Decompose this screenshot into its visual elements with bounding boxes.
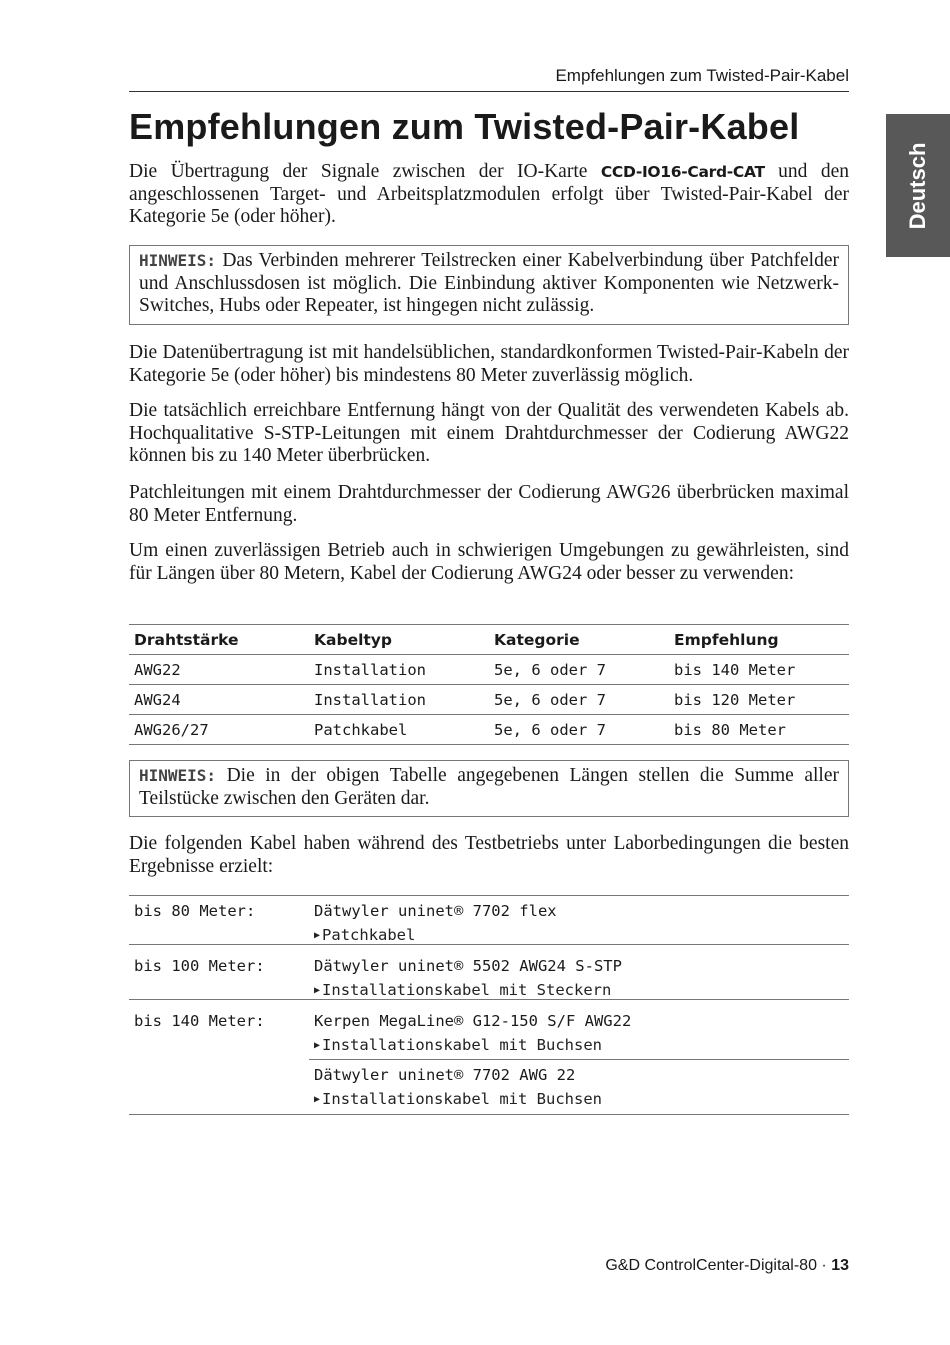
arrow-right-icon: ▶: [314, 1094, 321, 1105]
arrow-right-icon: ▶: [314, 930, 321, 941]
cable-type: Installationskabel mit Buchsen: [322, 1090, 602, 1108]
list-item: [129, 951, 849, 1000]
table-cell: AWG26/27: [129, 715, 309, 745]
length-label: bis 100 Meter:: [134, 957, 265, 975]
product-name: CCD-IO16-Card-CAT: [600, 163, 765, 181]
cable-entry: [309, 1060, 849, 1114]
list-item: [129, 1006, 849, 1115]
table-row: [129, 715, 849, 745]
note-text: Das Verbinden mehrerer Teilstrecken einer Kabelverbindung über Patchfelder und Anschlussdosen ist möglich. Die Einbindung aktiver Komponenten wie Netzwerk-Switches, Hubs oder Repeater, ist hingegen nicht zulässig.: [139, 250, 839, 316]
table-cell: AWG22: [129, 655, 309, 685]
table-header-row: [129, 625, 849, 655]
note-label: HINWEIS:: [139, 251, 217, 270]
cable-entry: [309, 1006, 849, 1060]
list-item: [129, 896, 849, 945]
language-tab: [886, 114, 950, 257]
paragraph: Patchleitungen mit einem Drahtdurchmesser der Codierung AWG26 überbrücken maximal 80 Meter Entfernung.: [129, 482, 849, 526]
table-row: [129, 655, 849, 685]
column-header: Empfehlung: [669, 625, 849, 655]
note-text: Die in der obigen Tabelle angegebenen Längen stellen die Summe aller Teilstücke zwischen den Geräten dar.: [139, 765, 839, 809]
arrow-right-icon: ▶: [314, 985, 321, 996]
table-row: [129, 685, 849, 715]
table-cell: bis 80 Meter: [669, 715, 849, 745]
intro-text-start: Die Übertragung der Signale zwischen der IO-Karte: [129, 161, 601, 182]
footer-text: G&D ControlCenter-Digital-80 ·: [605, 1257, 832, 1274]
page-footer: [129, 1257, 849, 1275]
intro-paragraph: [129, 161, 849, 229]
cable-name: Dätwyler uninet® 7702 AWG 22: [314, 1066, 576, 1084]
column-header: Kategorie: [489, 625, 669, 655]
arrow-right-icon: ▶: [314, 1040, 321, 1051]
column-header: Kabeltyp: [309, 625, 489, 655]
length-label: bis 80 Meter:: [134, 902, 256, 920]
tested-cables-list: [129, 895, 849, 1115]
paragraph: Die Datenübertragung ist mit handelsüblichen, standardkonformen Twisted-Pair-Kabeln der Kategorie 5e (oder höher) bis mindestens 80 Meter zuverlässig möglich.: [129, 342, 849, 386]
cable-entry: [309, 951, 849, 999]
cable-name: Kerpen MegaLine® G12-150 S/F AWG22: [314, 1012, 632, 1030]
length-label: bis 140 Meter:: [134, 1012, 265, 1030]
language-tab-label: Deutsch: [905, 142, 930, 229]
cable-spec-table: [129, 624, 849, 745]
table-cell: 5e, 6 oder 7: [489, 715, 669, 745]
page-title: Empfehlungen zum Twisted-Pair-Kabel: [129, 106, 800, 147]
lab-intro-paragraph: Die folgenden Kabel haben während des Testbetriebs unter Laborbedingungen die besten Ergebnisse erzielt:: [129, 833, 849, 877]
paragraph: Um einen zuverlässigen Betrieb auch in schwierigen Umgebungen zu gewährleisten, sind für Längen über 80 Metern, Kabel der Codierung AWG24 oder besser zu verwenden:: [129, 540, 849, 584]
cable-type: Installationskabel mit Buchsen: [322, 1036, 602, 1054]
note-label: HINWEIS:: [139, 766, 217, 785]
cable-name: Dätwyler uninet® 7702 flex: [314, 902, 557, 920]
cable-name: Dätwyler uninet® 5502 AWG24 S-STP: [314, 957, 622, 975]
table-cell: 5e, 6 oder 7: [489, 685, 669, 715]
cable-entry: [309, 896, 849, 944]
table-cell: 5e, 6 oder 7: [489, 655, 669, 685]
column-header: Drahtstärke: [129, 625, 309, 655]
note-box-2: [129, 760, 849, 817]
page-number: 13: [831, 1257, 849, 1274]
table-cell: bis 140 Meter: [669, 655, 849, 685]
table-cell: AWG24: [129, 685, 309, 715]
cable-type: Installationskabel mit Steckern: [322, 981, 612, 999]
cable-type: Patchkabel: [322, 926, 416, 944]
running-header: Empfehlungen zum Twisted-Pair-Kabel: [129, 66, 849, 92]
intro-text-end: und den angeschlossenen Target- und Arbeitsplatzmodulen erfolgt über Twisted-Pair-Kabel der Kategorie 5e (oder höher).: [129, 161, 850, 227]
paragraph: Die tatsächlich erreichbare Entfernung hängt von der Qualität des verwendeten Kabels ab. Hochqualitative S-STP-Leitungen mit einem Drahtdurchmesser der Codierung AWG22 können bis zu 140 Meter überbrücken.: [129, 400, 849, 466]
table-cell: Installation: [309, 685, 489, 715]
table-cell: Patchkabel: [309, 715, 489, 745]
table-cell: bis 120 Meter: [669, 685, 849, 715]
note-box-1: [129, 245, 849, 325]
table-cell: Installation: [309, 655, 489, 685]
